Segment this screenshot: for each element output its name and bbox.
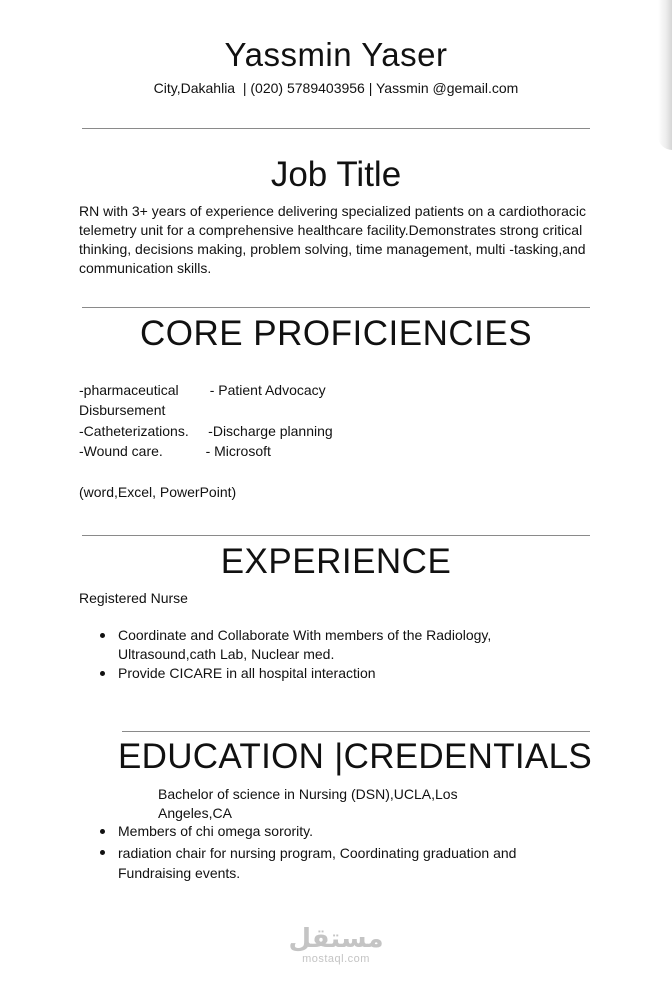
- divider: [82, 128, 590, 129]
- bullet-icon: [100, 671, 105, 676]
- mostaql-watermark: [0, 925, 672, 965]
- list-item: Members of chi omega sorority.: [79, 822, 579, 841]
- divider: [82, 307, 590, 308]
- experience-heading: EXPERIENCE: [220, 542, 452, 581]
- candidate-name: Yassmin Yaser: [224, 36, 448, 73]
- experience-role: Registered Nurse: [79, 590, 188, 606]
- experience-bullets: [79, 626, 549, 683]
- divider: [82, 535, 590, 536]
- job-title-heading: Job Title: [270, 155, 402, 194]
- divider: [122, 731, 590, 732]
- education-heading: EDUCATION |CREDENTIALS: [118, 737, 592, 776]
- list-item: radiation chair for nursing program, Coordinating graduation and Fundraising events.: [79, 843, 579, 883]
- degree-line: Angeles,CA: [158, 805, 232, 821]
- page-edge-shadow: [658, 0, 672, 150]
- list-item: Provide CICARE in all hospital interaction: [79, 664, 549, 683]
- core-line: -Wound care. - Microsoft: [79, 443, 271, 459]
- bullet-icon: [100, 633, 105, 638]
- education-bullets: [79, 822, 579, 883]
- core-line: -Catheterizations. -Discharge planning: [79, 423, 333, 439]
- contact-line: City,Dakahlia | (020) 5789403956 | Yassmin @gemail.com: [153, 80, 519, 96]
- core-line: -pharmaceutical - Patient Advocacy: [79, 382, 326, 398]
- watermark-arabic: مستقل: [288, 924, 384, 954]
- bullet-icon: [100, 829, 105, 834]
- core-line: (word,Excel, PowerPoint): [79, 484, 237, 500]
- list-item: Coordinate and Collaborate With members of the Radiology, Ultrasound,cath Lab, Nuclear med.: [79, 626, 549, 664]
- bullet-icon: [100, 850, 105, 855]
- degree-line: Bachelor of science in Nursing (DSN),UCLA,Los: [158, 786, 458, 802]
- core-line: Disbursement: [79, 402, 166, 418]
- watermark-latin: mostaql.com: [302, 953, 370, 965]
- core-proficiencies-heading: CORE PROFICIENCIES: [139, 314, 533, 353]
- summary-paragraph: RN with 3+ years of experience delivering specialized patients on a cardiothoracic telemetry unit for a comprehensive healthcare facility.Demonstrates strong critical thinking, decisions making, problem solving, time management, multi -tasking,and communication skills.: [79, 203, 586, 276]
